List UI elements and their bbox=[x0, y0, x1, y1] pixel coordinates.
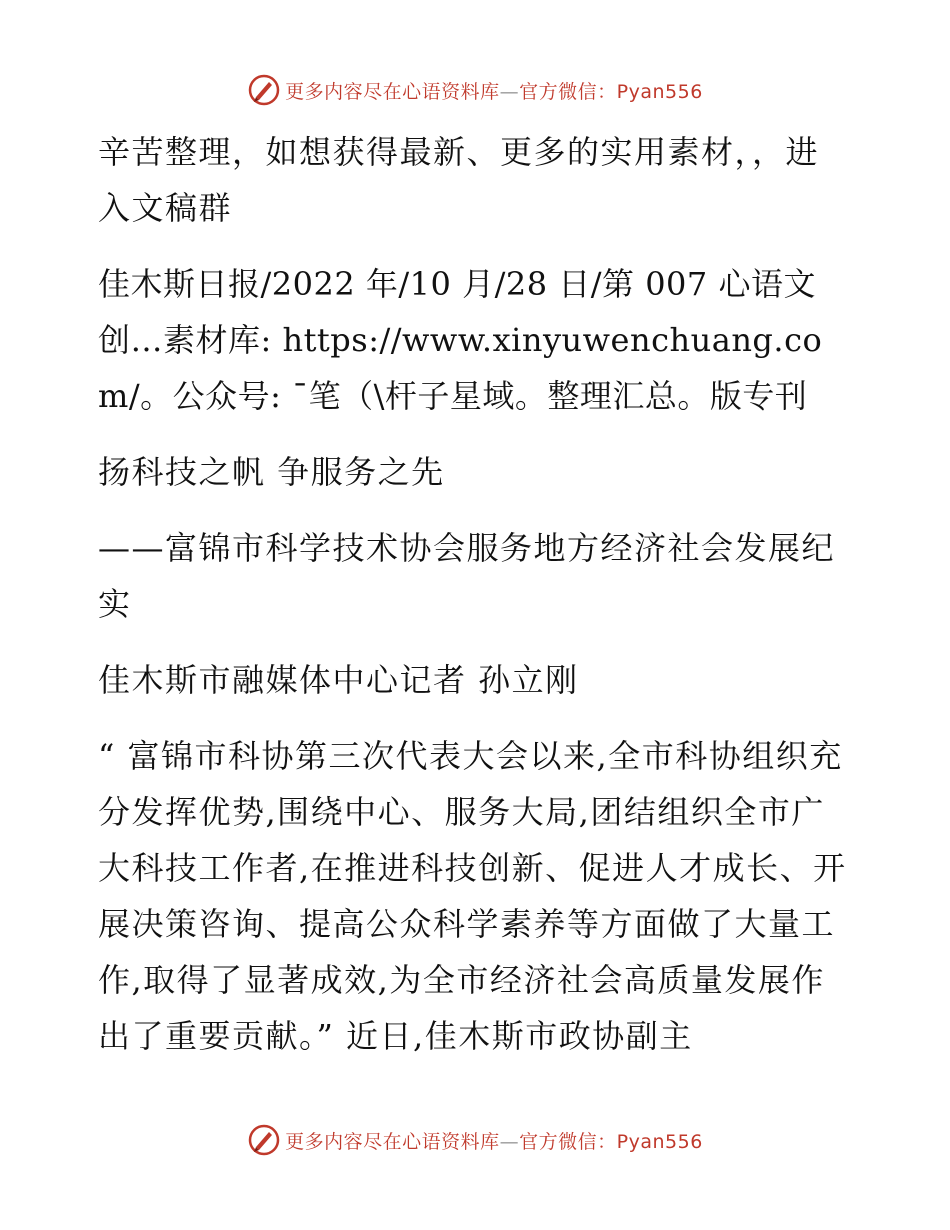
article-byline: 佳木斯市融媒体中心记者 孙立刚 bbox=[98, 661, 579, 699]
pen-logo-icon bbox=[247, 73, 281, 107]
footer-watermark-banner bbox=[0, 1120, 950, 1160]
source-info-paragraph: 佳木斯日报/2022 年/10 月/28 日/第 007 心语文创…素材库: https://www.xinyuwenchuang.com/。公众号: ¯笔（\杆子星域。整理汇总。版专刊 bbox=[98, 265, 823, 415]
banner-brand-text: 更多内容尽在心语资料库—官方微信：Pyan556 bbox=[285, 80, 703, 103]
pen-logo-icon bbox=[247, 1123, 281, 1157]
intro-paragraph: 辛苦整理，如想获得最新、更多的实用素材，，进入文稿群 bbox=[98, 133, 820, 227]
article-subtitle: ——富锦市科学技术协会服务地方经济社会发展纪实 bbox=[98, 529, 836, 623]
article-title: 扬科技之帆 争服务之先 bbox=[98, 453, 445, 491]
banner-brand-text: 更多内容尽在心语资料库—官方微信：Pyan556 bbox=[285, 1130, 703, 1153]
header-watermark-banner bbox=[0, 70, 950, 110]
document-body bbox=[98, 124, 850, 1084]
article-body-paragraph: “ 富锦市科协第三次代表大会以来,全市科协组织充分发挥优势,围绕中心、服务大局,团结组织全市广大科技工作者,在推进科技创新、促进人才成长、开展决策咨询、提高公众科学素养等方面做了大量工作,取得了显著成效,为全市经济社会高质量发展作出了重要贡献。” 近日,佳木斯市政协副主 bbox=[98, 737, 847, 1055]
